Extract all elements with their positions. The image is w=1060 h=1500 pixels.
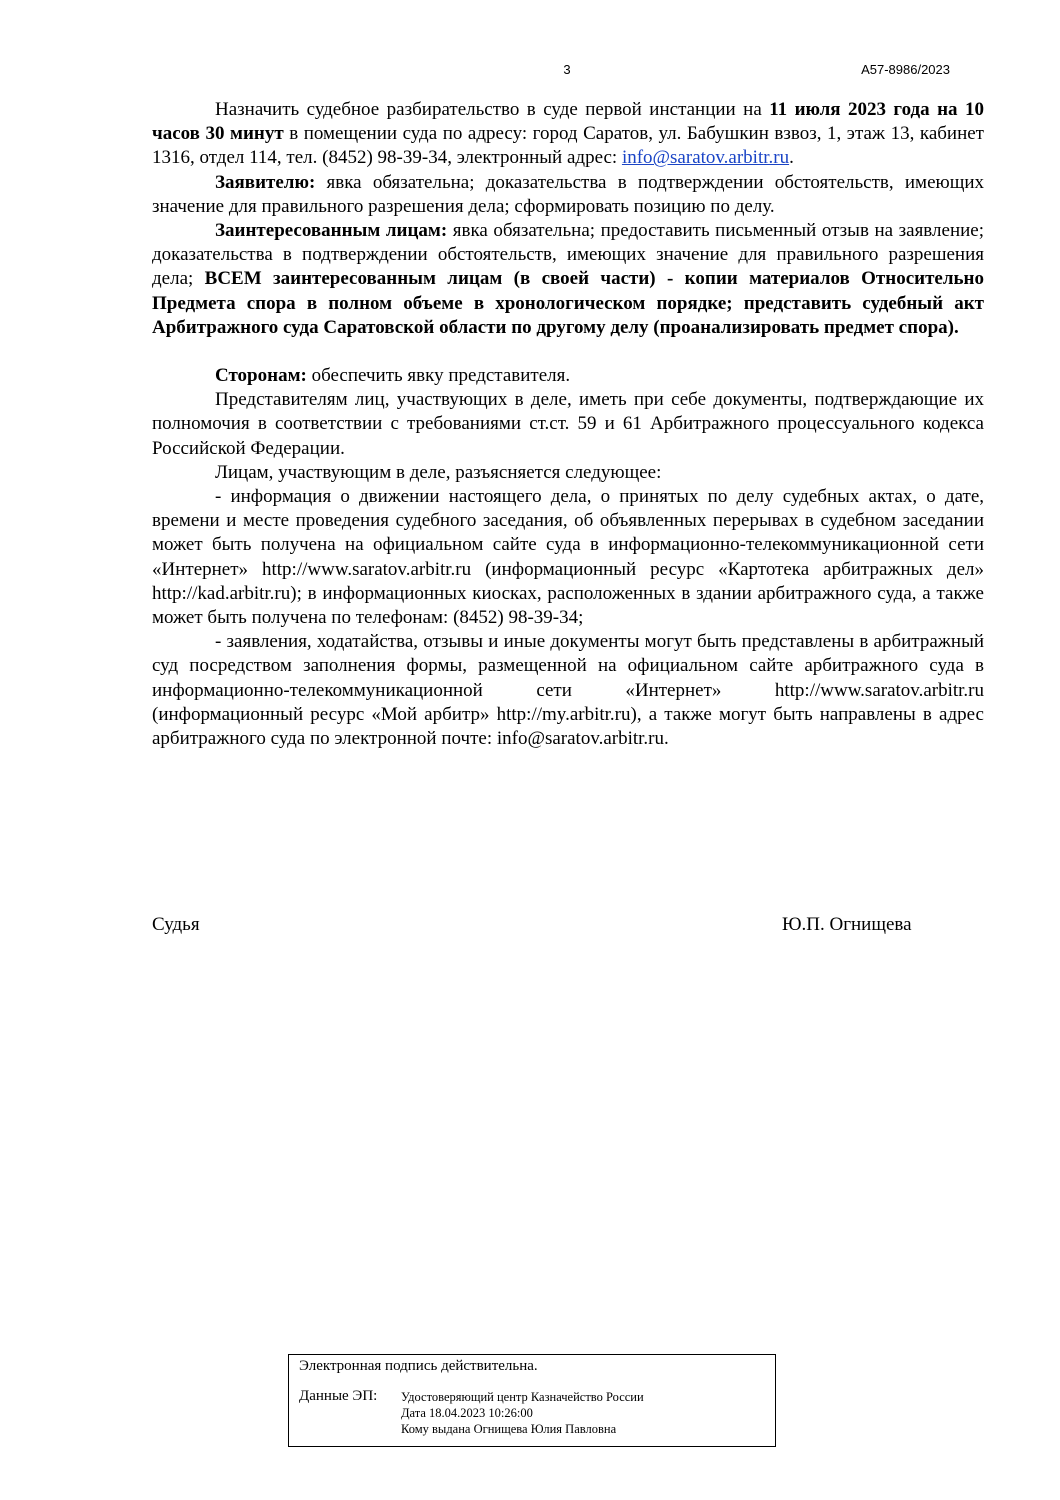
- hearing-datetime: 11 июля 2023 года на 10 часов 30 минут: [152, 99, 984, 145]
- paragraph-info-online: - информация о движении настоящего дела, о принятых по делу судебных актах, о дате, времени и месте проведения судебного заседания, об объявленных перерывах в судебном заседании может быть получена на официальном сайте суда в информационно-телекоммуникационной сети «Интернет» http://www.saratov.arbitr.ru (информационный ресурс «Картотека арбитражных дел» http://kad.arbitr.ru); в информационных киосках, расположенных в здании арбитражного суда, а также может быть получена по телефонам: (8452) 98-39-34;: [152, 486, 984, 629]
- paragraph-explanation: Лицам, участвующим в деле, разъясняется следующее:: [215, 461, 662, 483]
- e-signature-title: Электронная подпись действительна.: [299, 1358, 538, 1374]
- case-number: А57-8986/2023: [861, 62, 950, 77]
- document-body: [152, 98, 984, 751]
- e-signature-issuer: Удостоверяющий центр Казначейство России: [401, 1390, 644, 1404]
- judge-role: Судья: [152, 914, 200, 935]
- text: обеспечить явку представителя.: [306, 365, 571, 387]
- paragraph-hearing-date: [152, 98, 984, 171]
- e-signature-box: [288, 1354, 776, 1447]
- e-signature-details: [401, 1389, 644, 1437]
- text: явка обязательна; доказательства в подтверждении обстоятельств, имеющих значение для правильного разрешения дела; сформировать позицию по делу.: [152, 171, 984, 217]
- text: в помещении суда по адресу: город Саратов, ул. Бабушкин взвоз, 1, этаж 13, кабинет 1316, отдел 114, тел. (8452) 98-39-34, электронный адрес:: [152, 123, 984, 169]
- text: .: [789, 147, 794, 169]
- e-signature-label: Данные ЭП:: [299, 1388, 378, 1404]
- e-signature-date: Дата 18.04.2023 10:26:00: [401, 1406, 533, 1420]
- e-signature-owner: Кому выдана Огнищева Юлия Павловна: [401, 1422, 617, 1436]
- paragraph-representatives: Представителям лиц, участвующих в деле, иметь при себе документы, подтверждающие их полномочия в соответствии с требованиями ст.ст. 59 и 61 Арбитражного процессуального кодекса Российской Федерации.: [152, 389, 984, 459]
- applicant-label: Заявителю:: [215, 171, 316, 193]
- parties-label: Сторонам:: [215, 365, 307, 387]
- court-email-link[interactable]: info@saratov.arbitr.ru: [621, 147, 790, 169]
- interested-parties-bold-instructions: ВСЕМ заинтересованным лицам (в своей части) - копии материалов Относительно Предмета спора в полном объеме в хронологическом порядке; представить судебный акт Арбитражного суда Саратовской области по другому делу (проанализировать предмет спора).: [152, 268, 984, 338]
- paragraph-submissions: - заявления, ходатайства, отзывы и иные документы могут быть представлены в арбитражный суд посредством заполнения формы, размещенной на официальном сайте арбитражного суда в информационно-телекоммуникационной сети «Интернет» http://www.saratov.arbitr.ru (информационный ресурс «Мой арбитр» http://my.arbitr.ru), а также могут быть направлены в адрес арбитражного суда по электронной почте: info@saratov.arbitr.ru.: [152, 631, 984, 750]
- judge-name: Ю.П. Огнищева: [782, 914, 912, 935]
- text: Назначить судебное разбирательство в суде первой инстанции на: [215, 99, 770, 120]
- text: явка обязательна; предоставить письменный отзыв на заявление; доказательства в подтверждении обстоятельств, имеющих значение для правильного разрешения дела;: [152, 220, 984, 290]
- paragraph-parties: [152, 364, 984, 388]
- paragraph-interested-parties: [152, 219, 984, 340]
- paragraph-applicant: [152, 171, 984, 219]
- interested-parties-label: Заинтересованным лицам:: [215, 220, 448, 242]
- page-number: 3: [563, 62, 571, 77]
